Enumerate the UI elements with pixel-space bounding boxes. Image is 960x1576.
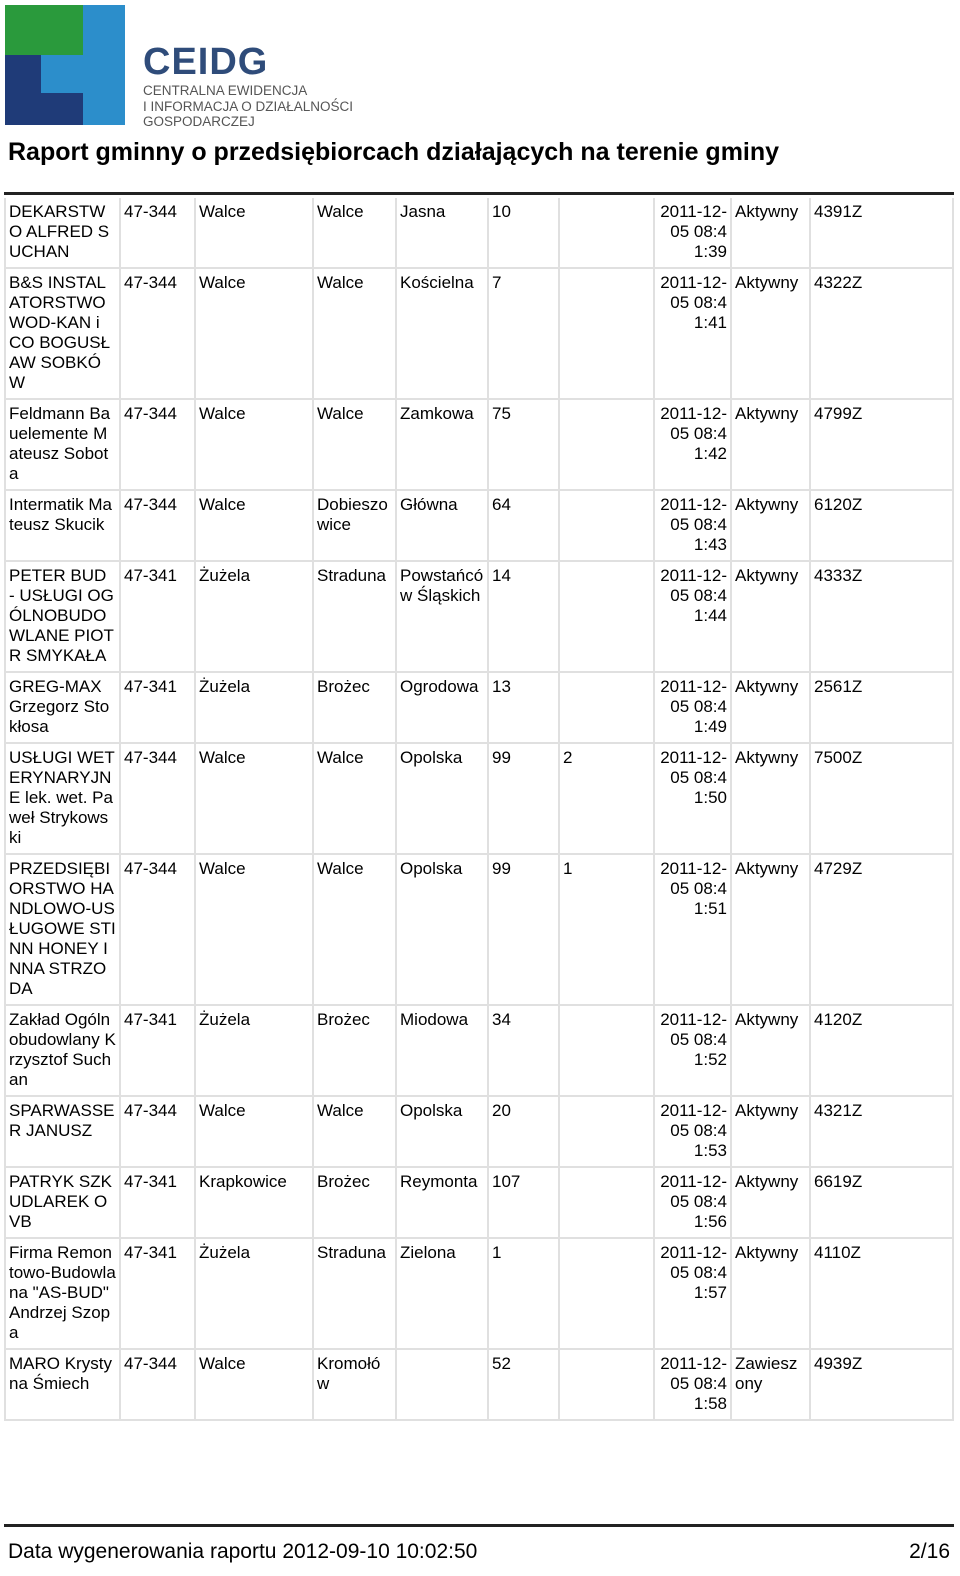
status-cell: Aktywny	[732, 269, 811, 400]
registration-date-cell: 2011-12-05 08:41:52	[655, 1006, 732, 1097]
locality-cell: Walce	[314, 855, 397, 1006]
registration-date-cell: 2011-12-05 08:41:44	[655, 562, 732, 673]
municipality-cell: Walce	[196, 198, 314, 269]
municipality-cell: Żużela	[196, 562, 314, 673]
pkd-code-cell: 6619Z	[811, 1168, 954, 1239]
postal-code-cell: 47-341	[121, 1168, 196, 1239]
street-cell: Jasna	[397, 198, 489, 269]
building-number-cell: 107	[489, 1168, 560, 1239]
unit-number-cell	[560, 1097, 655, 1168]
status-cell: Aktywny	[732, 1239, 811, 1350]
table-row	[4, 562, 954, 673]
postal-code-cell: 47-341	[121, 673, 196, 744]
building-number-cell: 14	[489, 562, 560, 673]
table-row	[4, 744, 954, 855]
registration-date-cell: 2011-12-05 08:41:50	[655, 744, 732, 855]
company-name-cell: PATRYK SZKUDLAREK OVB	[4, 1168, 121, 1239]
report-generated-date: Data wygenerowania raportu 2012-09-10 10:02:50	[8, 1540, 478, 1563]
pkd-code-cell: 4729Z	[811, 855, 954, 1006]
status-cell: Zawieszony	[732, 1350, 811, 1421]
postal-code-cell: 47-344	[121, 855, 196, 1006]
company-name-cell: USŁUGI WETERYNARYJNE lek. wet. Paweł Strykowski	[4, 744, 121, 855]
company-name-cell: Intermatik Mateusz Skucik	[4, 491, 121, 562]
company-name-cell: B&S INSTALATORSTWO WOD-KAN i CO BOGUSŁAW SOBKÓW	[4, 269, 121, 400]
locality-cell: Walce	[314, 198, 397, 269]
pkd-code-cell: 6120Z	[811, 491, 954, 562]
street-cell: Kościelna	[397, 269, 489, 400]
status-cell: Aktywny	[732, 1097, 811, 1168]
registration-date-cell: 2011-12-05 08:41:51	[655, 855, 732, 1006]
locality-cell: Walce	[314, 1097, 397, 1168]
status-cell: Aktywny	[732, 1006, 811, 1097]
building-number-cell: 13	[489, 673, 560, 744]
status-cell: Aktywny	[732, 673, 811, 744]
table-row	[4, 855, 954, 1006]
municipality-cell: Żużela	[196, 1006, 314, 1097]
unit-number-cell: 2	[560, 744, 655, 855]
pkd-code-cell: 4391Z	[811, 198, 954, 269]
street-cell: Opolska	[397, 1097, 489, 1168]
registration-date-cell: 2011-12-05 08:41:58	[655, 1350, 732, 1421]
status-cell: Aktywny	[732, 198, 811, 269]
building-number-cell: 64	[489, 491, 560, 562]
table-row	[4, 1097, 954, 1168]
municipality-cell: Walce	[196, 1350, 314, 1421]
locality-cell: Straduna	[314, 1239, 397, 1350]
building-number-cell: 7	[489, 269, 560, 400]
unit-number-cell	[560, 673, 655, 744]
status-cell: Aktywny	[732, 491, 811, 562]
locality-cell: Walce	[314, 744, 397, 855]
table-row	[4, 1239, 954, 1350]
registration-date-cell: 2011-12-05 08:41:56	[655, 1168, 732, 1239]
postal-code-cell: 47-344	[121, 198, 196, 269]
postal-code-cell: 47-344	[121, 1350, 196, 1421]
municipality-cell: Walce	[196, 269, 314, 400]
pkd-code-cell: 4799Z	[811, 400, 954, 491]
pkd-code-cell: 4939Z	[811, 1350, 954, 1421]
table-row	[4, 269, 954, 400]
postal-code-cell: 47-344	[121, 491, 196, 562]
municipality-cell: Walce	[196, 855, 314, 1006]
locality-cell: Straduna	[314, 562, 397, 673]
company-name-cell: PRZEDSIĘBIORSTWO HANDLOWO-USŁUGOWE STINN HONEY INNA STRZODA	[4, 855, 121, 1006]
municipality-cell: Walce	[196, 400, 314, 491]
status-cell: Aktywny	[732, 400, 811, 491]
street-cell: Miodowa	[397, 1006, 489, 1097]
footer-divider	[4, 1524, 954, 1527]
locality-cell: Brożec	[314, 1168, 397, 1239]
street-cell: Zielona	[397, 1239, 489, 1350]
pkd-code-cell: 4322Z	[811, 269, 954, 400]
building-number-cell: 1	[489, 1239, 560, 1350]
unit-number-cell	[560, 562, 655, 673]
ceidg-logo	[5, 5, 365, 129]
unit-number-cell	[560, 400, 655, 491]
street-cell: Powstańców Śląskich	[397, 562, 489, 673]
building-number-cell: 99	[489, 744, 560, 855]
locality-cell: Walce	[314, 269, 397, 400]
status-cell: Aktywny	[732, 562, 811, 673]
postal-code-cell: 47-341	[121, 1239, 196, 1350]
company-name-cell: Firma Remontowo-Budowlana "AS-BUD" Andrzej Szopa	[4, 1239, 121, 1350]
locality-cell: Brożec	[314, 673, 397, 744]
status-cell: Aktywny	[732, 744, 811, 855]
status-cell: Aktywny	[732, 855, 811, 1006]
postal-code-cell: 47-344	[121, 1097, 196, 1168]
postal-code-cell: 47-341	[121, 562, 196, 673]
table-row	[4, 1006, 954, 1097]
street-cell: Reymonta	[397, 1168, 489, 1239]
registration-date-cell: 2011-12-05 08:41:57	[655, 1239, 732, 1350]
unit-number-cell	[560, 1350, 655, 1421]
unit-number-cell	[560, 1168, 655, 1239]
table-row	[4, 491, 954, 562]
table-row	[4, 673, 954, 744]
company-name-cell: GREG-MAX Grzegorz Stokłosa	[4, 673, 121, 744]
registration-date-cell: 2011-12-05 08:41:39	[655, 198, 732, 269]
locality-cell: Kromołów	[314, 1350, 397, 1421]
municipality-cell: Walce	[196, 1097, 314, 1168]
company-name-cell: MARO Krystyna Śmiech	[4, 1350, 121, 1421]
header-divider	[4, 192, 954, 195]
table-row	[4, 198, 954, 269]
building-number-cell: 99	[489, 855, 560, 1006]
postal-code-cell: 47-341	[121, 1006, 196, 1097]
company-name-cell: Feldmann Bauelemente Mateusz Sobota	[4, 400, 121, 491]
pkd-code-cell: 4321Z	[811, 1097, 954, 1168]
registration-date-cell: 2011-12-05 08:41:41	[655, 269, 732, 400]
logo-title: CEIDG	[143, 41, 269, 83]
unit-number-cell: 1	[560, 855, 655, 1006]
company-name-cell: SPARWASSER JANUSZ	[4, 1097, 121, 1168]
municipality-cell: Żużela	[196, 1239, 314, 1350]
street-cell: Główna	[397, 491, 489, 562]
pkd-code-cell: 7500Z	[811, 744, 954, 855]
registration-date-cell: 2011-12-05 08:41:42	[655, 400, 732, 491]
page-title: Raport gminny o przedsiębiorcach działających na terenie gminy	[8, 138, 780, 166]
locality-cell: Walce	[314, 400, 397, 491]
unit-number-cell	[560, 198, 655, 269]
municipality-cell: Żużela	[196, 673, 314, 744]
unit-number-cell	[560, 1239, 655, 1350]
report-table-body	[4, 198, 954, 1421]
street-cell: Zamkowa	[397, 400, 489, 491]
table-row	[4, 400, 954, 491]
building-number-cell: 20	[489, 1097, 560, 1168]
ceidg-logo-icon	[5, 5, 125, 125]
building-number-cell: 10	[489, 198, 560, 269]
status-cell: Aktywny	[732, 1168, 811, 1239]
table-row	[4, 1350, 954, 1421]
locality-cell: Brożec	[314, 1006, 397, 1097]
street-cell	[397, 1350, 489, 1421]
table-row	[4, 1168, 954, 1239]
pkd-code-cell: 4333Z	[811, 562, 954, 673]
municipality-cell: Walce	[196, 744, 314, 855]
page-number: 2/16	[909, 1540, 950, 1563]
postal-code-cell: 47-344	[121, 400, 196, 491]
street-cell: Opolska	[397, 744, 489, 855]
unit-number-cell	[560, 269, 655, 400]
report-table	[4, 198, 954, 1421]
building-number-cell: 34	[489, 1006, 560, 1097]
registration-date-cell: 2011-12-05 08:41:53	[655, 1097, 732, 1168]
building-number-cell: 52	[489, 1350, 560, 1421]
company-name-cell: DEKARSTWO ALFRED SUCHAN	[4, 198, 121, 269]
building-number-cell: 75	[489, 400, 560, 491]
locality-cell: Dobieszowice	[314, 491, 397, 562]
unit-number-cell	[560, 491, 655, 562]
pkd-code-cell: 4110Z	[811, 1239, 954, 1350]
company-name-cell: Zakład Ogólnobudowlany Krzysztof Suchan	[4, 1006, 121, 1097]
registration-date-cell: 2011-12-05 08:41:43	[655, 491, 732, 562]
street-cell: Ogrodowa	[397, 673, 489, 744]
postal-code-cell: 47-344	[121, 269, 196, 400]
registration-date-cell: 2011-12-05 08:41:49	[655, 673, 732, 744]
postal-code-cell: 47-344	[121, 744, 196, 855]
company-name-cell: PETER BUD - USŁUGI OGÓLNOBUDOWLANE PIOTR SMYKAŁA	[4, 562, 121, 673]
street-cell: Opolska	[397, 855, 489, 1006]
municipality-cell: Krapkowice	[196, 1168, 314, 1239]
municipality-cell: Walce	[196, 491, 314, 562]
unit-number-cell	[560, 1006, 655, 1097]
pkd-code-cell: 4120Z	[811, 1006, 954, 1097]
pkd-code-cell: 2561Z	[811, 673, 954, 744]
logo-subtitle: CENTRALNA EWIDENCJA I INFORMACJA O DZIAŁALNOŚCI GOSPODARCZEJ	[143, 83, 354, 129]
